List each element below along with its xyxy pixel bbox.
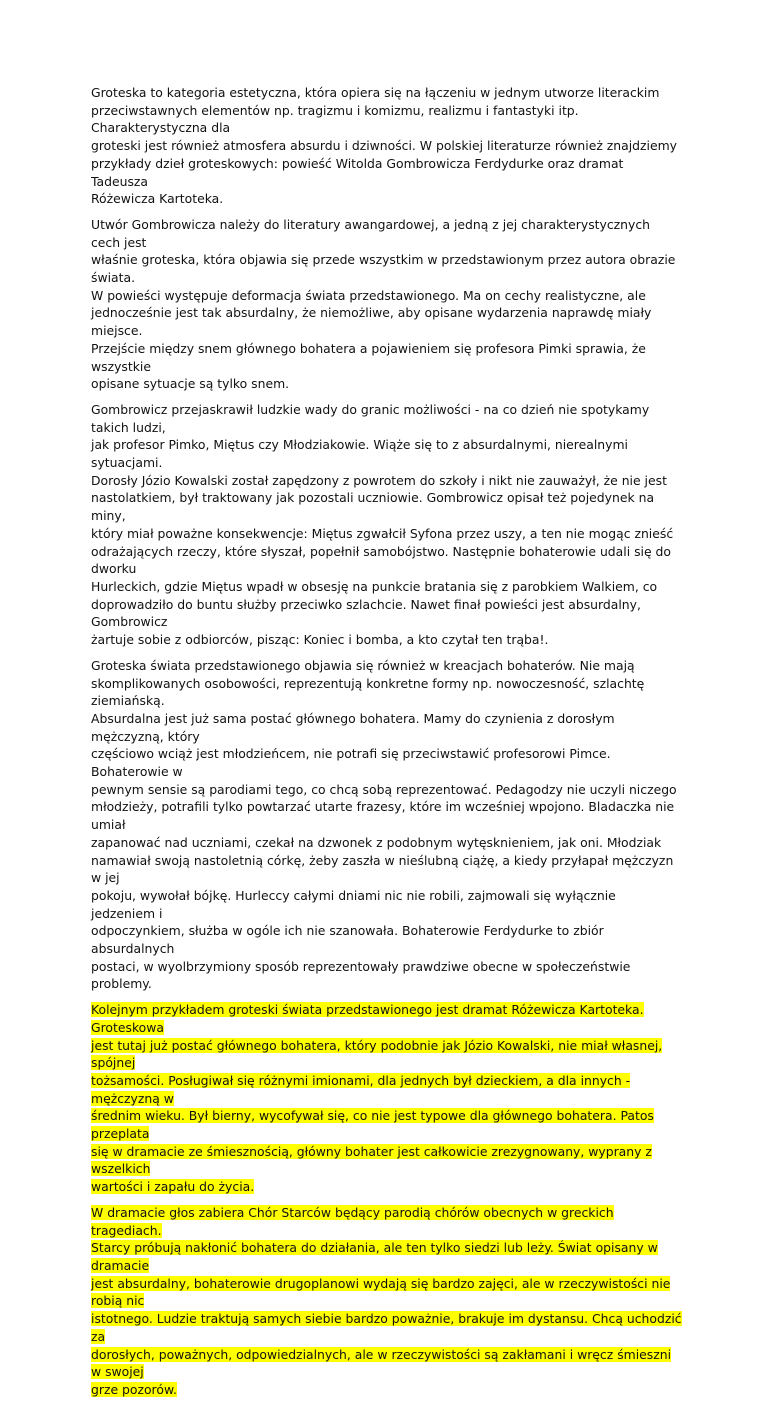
paragraph-intro xyxy=(91,84,683,208)
paragraph-chor-starcow-text: W dramacie głos zabiera Chór Starców będący parodią chórów obecnych w greckich tragediach. Starcy próbują nakłonić bohatera do działania, ale ten tylko siedzi lub leży. Świat opisany w dramacie jest absurdalny, bohaterowie drugoplanowi wydają się bardzo zajęci, ale w rzeczywistości nie robią nic istotnego. Ludzie traktują samych siebie bardzo poważnie, brakuje im dystansu. Chcą uchodzić za dorosłych, poważnych, odpowiedzialnych, ale w rzeczywistości są zakłamani i wręcz śmieszni w swojej grze pozorów. xyxy=(91,1204,682,1397)
paragraph-intro-text: Groteska to kategoria estetyczna, która opiera się na łączeniu w jednym utworze literackim przeciwstawnych elementów np. tragizmu i komizmu, realizmu i fantastyki itp. Charakterystyczna dla groteski jest również atmosfera absurdu i dziwności. W polskiej literaturze również znajdziemy przykłady dzieł groteskowych: powieść Witolda Gombrowicza Ferdydurke oraz dramat Tadeusza Różewicza Kartoteka. xyxy=(91,85,678,207)
document-page xyxy=(91,84,683,1407)
paragraph-kartoteka-text: Kolejnym przykładem groteski świata przedstawionego jest dramat Różewicza Kartoteka. Groteskowa jest tutaj już postać głównego bohatera, który podobnie jak Józio Kowalski, nie miał własnej, spójnej tożsamości. Posługiwał się różnymi imionami, dla jednych był dzieckiem, a dla innych - mężczyzną w średnim wieku. Był bierny, wycofywał się, co nie jest typowe dla głównego bohatera. Patos przeplata się w dramacie ze śmiesznością, główny bohater jest całkowicie zrezygnowany, wyprany z wszelkich wartości i zapału do życia. xyxy=(91,1002,663,1195)
paragraph-chor-starcow xyxy=(91,1204,683,1399)
paragraph-kartoteka xyxy=(91,1001,683,1196)
paragraph-characters xyxy=(91,657,683,993)
paragraph-exaggeration xyxy=(91,401,683,649)
paragraph-ferdydurke-avantgarde xyxy=(91,216,683,393)
paragraph-characters-text: Groteska świata przedstawionego objawia się również w kreacjach bohaterów. Nie mają skomplikowanych osobowości, reprezentują konkretne formy np. nowoczesność, szlachtę ziemiańską. Absurdalna jest już sama postać głównego bohatera. Mamy do czynienia z dorosłym mężczyzną, który częściowo wciąż jest młodzieńcem, nie potrafi się przeciwstawić profesorowi Pimce. Bohaterowie w pewnym sensie są parodiami tego, co chcą sobą reprezentować. Pedagodzy nie uczyli niczego młodzieży, potrafili tylko powtarzać utarte frazesy, które im wcześniej wpojono. Bladaczka nie umiał zapanować nad uczniami, czekał na dzwonek z podobnym wytęsknieniem, jak oni. Młodziak namawiał swoją nastoletnią córkę, żeby zaszła w nieślubną ciążę, a kiedy przyłapał mężczyzn w jej pokoju, wywołał bójkę. Hurleccy całymi dniami nic nie robili, zajmowali się wyłącznie jedzeniem i odpoczynkiem, służba w ogóle ich nie szanowała. Bohaterowie Ferdydurke to zbiór absurdalnych postaci, w wyolbrzymiony sposób reprezentowały prawdziwe obecne w społeczeństwie problemy. xyxy=(91,657,677,992)
paragraph-exaggeration-text: Gombrowicz przejaskrawił ludzkie wady do granic możliwości - na co dzień nie spotykamy takich ludzi, jak profesor Pimko, Miętus czy Młodziakowie. Wiąże się to z absurdalnymi, nierealnymi sytuacjami. Dorosły Józio Kowalski został zapędzony z powrotem do szkoły i nikt nie zauważył, że nie jest nastolatkiem, był traktowany jak pozostali uczniowie. Gombrowicz opisał też pojedynek na miny, który miał poważne konsekwencje: Miętus zgwałcił Syfona przez uszy, a ten nie mogąc znieść odrażających rzeczy, które słyszał, popełnił samobójstwo. Następnie bohaterowie udali się do dworku Hurleckich, gdzie Miętus wpadł w obsesję na punkcie bratania się z parobkiem Walkiem, co doprowadziło do buntu służby przeciwko szlachcie. Nawet finał powieści jest absurdalny, Gombrowicz żartuje sobie z odbiorców, pisząc: Koniec i bomba, a kto czytał ten trąba!. xyxy=(91,401,674,648)
paragraph-ferdydurke-avantgarde-text: Utwór Gombrowicza należy do literatury awangardowej, a jedną z jej charakterystycznych cech jest właśnie groteska, która objawia się przede wszystkim w przedstawionym przez autora obrazie świata. W powieści występuje deformacja świata przedstawionego. Ma on cechy realistyczne, ale jednocześnie jest tak absurdalny, że niemożliwe, aby opisane wydarzenia naprawdę miały miejsce. Przejście między snem głównego bohatera a pojawieniem się profesora Pimki sprawia, że wszystkie opisane sytuacje są tylko snem. xyxy=(91,216,676,392)
